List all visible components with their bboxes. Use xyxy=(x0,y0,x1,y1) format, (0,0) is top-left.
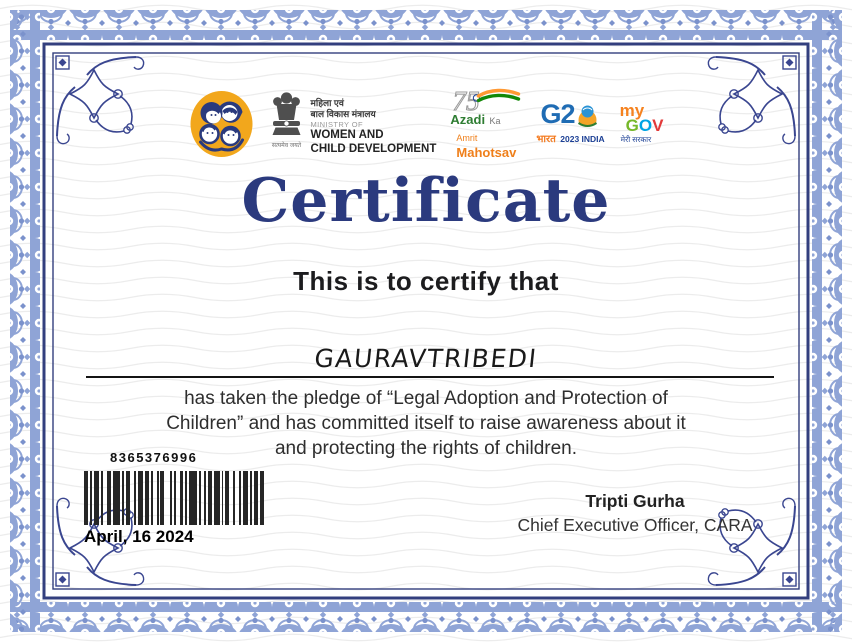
mygov-tagline: मेरी सरकार xyxy=(620,135,652,145)
barcode-bars xyxy=(84,471,264,525)
barcode-number: 8365376996 xyxy=(110,450,198,465)
pledge-line-2: Children” and has committed itself to raise awareness about it xyxy=(166,413,686,434)
g20-year-india-text: 2023 INDIA xyxy=(560,134,605,144)
azadi-word: Azadi xyxy=(450,112,486,127)
azadi-ka-amrit-mahotsav-logo xyxy=(450,86,522,161)
g20-bharat-text: भारत xyxy=(536,134,556,145)
mygov-my-text: my xyxy=(619,100,645,120)
mygov-letter-o: O xyxy=(638,116,653,136)
ministry-of-label: MINISTRY OF xyxy=(310,119,363,129)
ministry-name-line1: WOMEN AND xyxy=(310,129,384,142)
signature-block xyxy=(500,491,770,536)
certificate-title: Certificate xyxy=(241,166,611,236)
mygov-logo xyxy=(619,100,664,145)
ministry-hindi-line1: महिला एवं xyxy=(310,98,344,109)
header-logo-row xyxy=(189,86,664,161)
mygov-letter-g: G xyxy=(625,116,639,136)
azadi-ka-word: Ka xyxy=(489,116,501,126)
certify-subtitle: This is to certify that xyxy=(293,266,559,296)
ministry-emblem-block xyxy=(269,90,437,156)
recipient-name: GAURAVTRIBEDI xyxy=(313,344,539,373)
name-underline xyxy=(86,376,774,378)
wcd-family-logo-icon xyxy=(189,89,255,159)
ministry-name-line2: CHILD DEVELOPMENT xyxy=(310,143,437,156)
azadi-75-flag-icon xyxy=(450,86,522,114)
signatory-name: Tripti Gurha xyxy=(585,491,685,511)
pledge-line-3: and protecting the rights of children. xyxy=(274,438,578,459)
issue-date: April, 16 2024 xyxy=(84,527,194,546)
g20-india-logo xyxy=(536,101,604,146)
g20-lotus-icon xyxy=(575,102,601,128)
amrit-word: Amrit xyxy=(456,133,478,143)
pledge-line-1: has taken the pledge of “Legal Adoption and Protection of xyxy=(184,388,668,409)
g20-text: G2 xyxy=(540,99,575,129)
ashoka-emblem-icon xyxy=(269,90,305,140)
mahotsav-word: Mahotsav xyxy=(456,145,517,160)
emblem-motto: सत्यमेव जयते xyxy=(271,143,302,150)
ministry-hindi-line2: बाल विकास मंत्रालय xyxy=(310,109,376,120)
mygov-gov-text xyxy=(625,116,664,136)
signatory-title: Chief Executive Officer, CARA xyxy=(517,515,753,535)
svg-text:75: 75 xyxy=(452,86,480,114)
mygov-letter-v: V xyxy=(652,116,664,136)
